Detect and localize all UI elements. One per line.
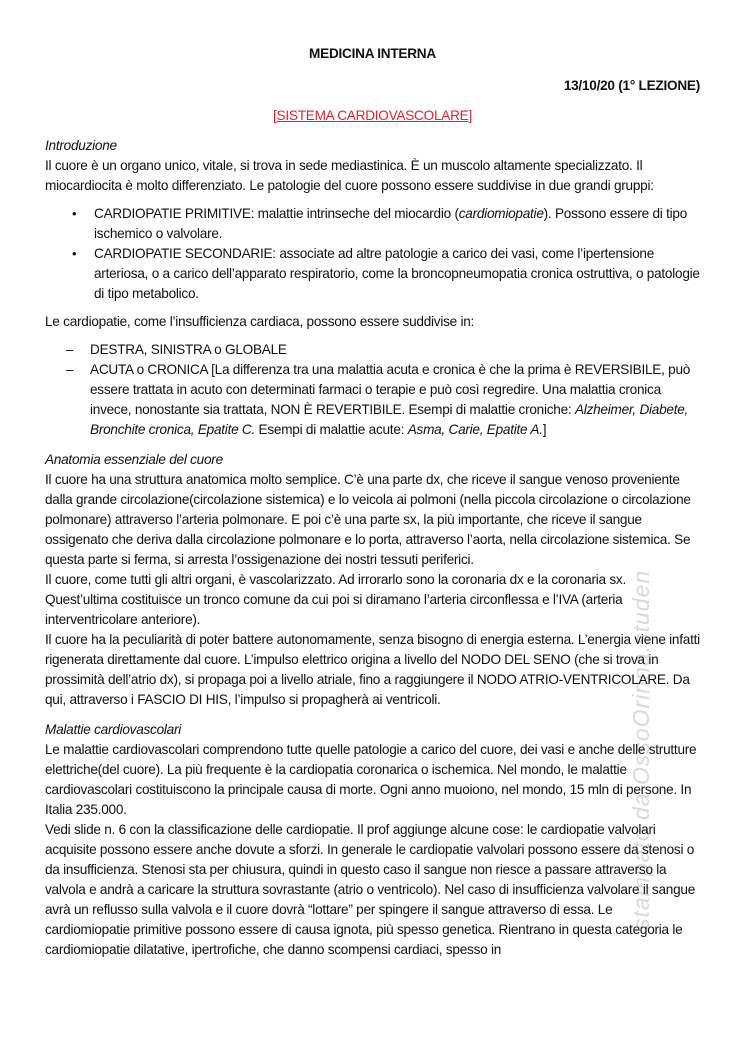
- bullet-icon: •: [72, 246, 77, 261]
- heading-introduzione: Introduzione: [45, 138, 117, 153]
- paragraph-malattie-2: Vedi slide n. 6 con la classificazione delle cardiopatie. Il prof aggiunge alcune cose: le cardiopatie valvolari acquisite possono essere anche dovute a sforzi. In generale le cardiopatie valvolari possono essere da stenosi o da insufficienza. Stenosi sta per chiusura, quindi in questo caso il sangue non riesce a passare attraverso la valvola e andrà a caricare la struttura sovrastante (atrio o ventricolo). Nel caso di insufficienza valvolare il sangue avrà un reflusso sulla valvola e il cuore dovrà “lottare” per spingere il sangue attraverso di essa. Le cardiomiopatie primitive possono essere di causa ignota, più spesso genetica. Rientrano in questa categoria le cardiomiopatie dilatative, ipertrofiche, che danno scompensi cardiaci, spesso in: [45, 822, 696, 957]
- paragraph-anatomia-1: Il cuore ha una struttura anatomica molto semplice. C’è una parte dx, che riceve il sangue venoso proveniente dalla grande circolazione(circolazione sistemica) e lo veicola ai polmoni (nella piccola circolazione o circolazione polmonare) attraverso l’arteria polmonare. E poi c’è una parte sx, la più importante, che riceve il sangue ossigenato che deriva dalla circolazione polmonare e lo porta, attraverso l’aorta, nella circolazione sistemica. Se questa parte si ferma, si arresta l’ossigenazione dei nostri tessuti periferici.: [45, 472, 691, 567]
- lecture-date: 13/10/20 (1° LEZIONE): [563, 78, 700, 93]
- document-title: MEDICINA INTERNA: [309, 46, 436, 61]
- dash-icon: –: [66, 362, 74, 377]
- list-item-italic: cardiomiopatie: [458, 206, 544, 221]
- list-item-text: DESTRA, SINISTRA o GLOBALE: [90, 342, 287, 357]
- list-item-text: ]: [542, 422, 547, 437]
- list-item-italic: Alzheimer, Diabete, Bronchite cronica, Epatite C.: [90, 402, 689, 437]
- section-title-text: [SISTEMA CARDIOVASCOLARE]: [273, 108, 472, 123]
- dash-list-insufficienza: [45, 340, 700, 440]
- dash-icon: –: [66, 342, 74, 357]
- list-item: [66, 360, 700, 440]
- list-item: [72, 204, 700, 244]
- paragraph-anatomia-3: Il cuore ha la peculiarità di poter battere autonomamente, senza bisogno di energia esterna. L’energia viene infatti rigenerata direttamente dal cuore. L’impulso elettrico origina a livello del NODO DEL SENO (che si trova in prossimità dell’atrio dx), si propaga poi a livello atriale, fino a raggiungere il NODO ATRIO-VENTRICOLARE. Da qui, attraverso i FASCIO DI HIS, l’impulso si propagherà ai ventricoli.: [45, 632, 700, 707]
- paragraph-anatomia-2: Il cuore, come tutti gli altri organi, è vascolarizzato. Ad irrorarlo sono la coronaria dx e la coronaria sx. Quest’ultima costituisce un tronco comune da cui poi si diramano l’arteria circonflessa e l’IVA (arteria interventricolare anteriore).: [45, 572, 626, 627]
- document-content: [45, 44, 700, 960]
- section-title: [45, 106, 700, 126]
- watermark: stampato da OssoOrinna.studen: [628, 569, 654, 930]
- bullet-list-cardiopatie: [45, 204, 700, 304]
- paragraph-introduzione: Il cuore è un organo unico, vitale, si trova in sede mediastinica. È un muscolo altamente specializzato. Il miocardiocita è molto differenziato. Le patologie del cuore possono essere suddivise in due grandi gruppi:: [45, 158, 654, 193]
- list-item-text: CARDIOPATIE PRIMITIVE: malattie intrinseche del miocardio (: [94, 206, 459, 221]
- heading-malattie: Malattie cardiovascolari: [45, 722, 182, 737]
- list-item-text: CARDIOPATIE SECONDARIE: associate ad altre patologie a carico dei vasi, come l’ipertensione arteriosa, o a carico dell’apparato respiratorio, come la broncopneumopatia cronica ostruttiva, o patologie di tipo metabolico.: [94, 246, 700, 301]
- paragraph-suddivisione: Le cardiopatie, come l’insufficienza cardiaca, possono essere suddivise in:: [45, 314, 475, 329]
- bullet-icon: •: [72, 206, 77, 221]
- list-item: [66, 340, 700, 360]
- heading-anatomia: Anatomia essenziale del cuore: [45, 452, 223, 467]
- list-item-text: ). Possono essere di tipo ischemico o valvolare.: [94, 206, 688, 241]
- list-item-text: ACUTA o CRONICA [La differenza tra una malattia acuta e cronica è che la prima è REVERSIBILE, può essere trattata in acuto con determinati farmaci o terapie e può così regredire. Una malattia cronica invece, nonostante sia trattata, NON È REVERTIBILE. Esempi di malattie croniche:: [90, 362, 691, 417]
- list-item-text: Esempi di malattie acute:: [255, 422, 408, 437]
- list-item: [72, 244, 700, 304]
- list-item-italic: Asma, Carie, Epatite A.: [407, 422, 543, 437]
- paragraph-malattie-1: Le malattie cardiovascolari comprendono tutte quelle patologie a carico del cuore, dei vasi e anche delle strutture elettriche(del cuore). La più frequente è la cardiopatia coronarica o ischemica. Nel mondo, le malattie cardiovascolari costituiscono la principale causa di morte. Ogni anno muoiono, nel mondo, 15 mln di persone. In Italia 235.000.: [45, 742, 697, 817]
